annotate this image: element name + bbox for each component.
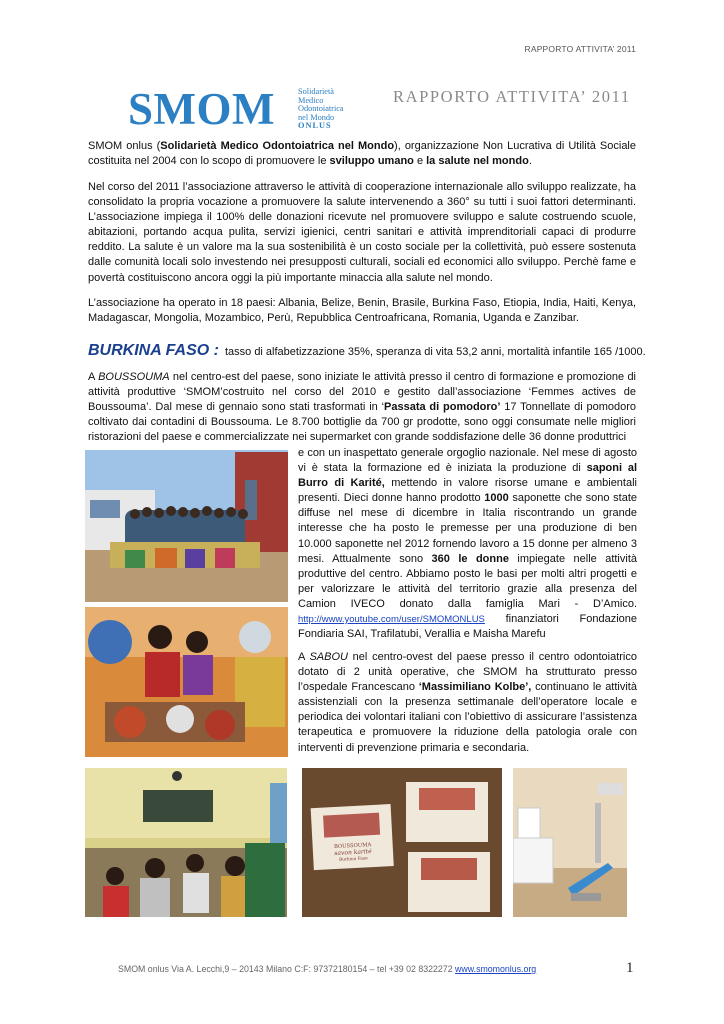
soap-sub-label: Burkina Faso [338, 856, 368, 863]
logo-line: ONLUS [298, 121, 332, 131]
soap-boxes-photo [302, 768, 502, 917]
classroom-photo [85, 768, 287, 917]
logo-subtitle [298, 88, 344, 131]
footer [118, 964, 536, 974]
boussouma-paragraph: A BOUSSOUMA nel centro-est del paese, sono iniziate le attività presso il centro di formazione e promozione di attività produttive ‘SMOM’costruito nel corso del 2010 e gestito dall’associazione ‘Femmes actives de Boussouma’. Dal mese di gennaio sono stati trasformati in ‘Passata di pomodoro’ 17 Tonnellate di pomodoro coltivato dai contadini di Boussouma. Le 8.700 bottiglie da 700 gr prodotte, sono oggi consumate nelle migliori ristorazioni del paese e commercializzate nei supermarket con grande soddisfazione delle 36 donne produttrici [88, 371, 637, 444]
running-header: RAPPORTO ATTIVITA’ 2011 [524, 44, 636, 54]
page-number: 1 [626, 960, 634, 976]
footer-address: SMOM onlus Via A. Lecchi,9 – 20143 Milano C:F: 97372180154 – tel +39 02 8322272 [118, 964, 456, 974]
dental-room-photo [513, 768, 627, 917]
section-title: BURKINA FASO [88, 342, 210, 359]
youtube-link[interactable]: http://www.youtube.com/user/SMOMONLUS [298, 614, 485, 626]
logo-line: nel Mondo [298, 112, 335, 122]
logo-line: Medico [298, 95, 324, 105]
group-photo [85, 450, 288, 602]
burkina-heading [88, 342, 648, 360]
intro-paragraph: SMOM onlus (Solidarietà Medico Odontoiatrica nel Mondo), organizzazione Non Lucrativa di Utilità Sociale costituita nel 2004 con lo scopo di promuovere le sviluppo umano e la salute nel mondo. [88, 140, 636, 168]
section-colon: : [209, 342, 219, 359]
logo-line: Solidarietà [298, 87, 334, 96]
countries-paragraph: L’associazione ha operato in 18 paesi: Albania, Belize, Benin, Brasile, Burkina Faso, Etiopia, India, Haiti, Kenya, Madagascar, Mongolia, Mozambico, Perù, Repubblica Centroafricana, Romania, Uganda e Zanzibar. [88, 297, 636, 325]
soap-paragraph: e con un inaspettato generale orgoglio nazionale. Nel mese di agosto vi è stata la formazione ed è iniziata la produzione di saponi al Burro di Karité, mettendo in valore risorse umane e ambientali presenti. Dieci donne hanno prodotto 1000 saponette che sono state diffuse nel mese di dicembre in Italia riscontrando un grande interesse che ha posto le premesse per una produzione di ben 10.000 saponette nel 2012 fornendo lavoro a 15 donne per almeno 3 mesi. Attualmente sono 360 le donne impiegate nelle attività produttive del centro. Abbiamo posto le basi per molti altri progetti e per valorizzare le attività del territorio grazie alla presenza del Camion IVECO donato dalla famiglia Mari - D’Amico. http://www.youtube.com/user/SMOMONLUS finanziatori Fondazione Fondiaria SAI, Trafilatubi, Verallia e Maisha Marefu [298, 447, 637, 641]
cooking-photo [85, 607, 288, 757]
logo-wordmark: SMOM [128, 84, 275, 134]
soap-name-label: savon karité [334, 848, 372, 858]
logo-line: Odontoiatrica [298, 104, 344, 114]
soap-brand-label: BOUSSOUMA [333, 842, 372, 851]
website-link[interactable]: www.smomonlus.org [455, 964, 537, 974]
document-title: RAPPORTO ATTIVITA’ 2011 [393, 87, 631, 106]
section-stats: tasso di alfabetizzazione 35%, speranza di vita 53,2 anni, mortalità infantile 165 /1000. [224, 346, 646, 358]
smom-logo [128, 84, 350, 134]
sabou-paragraph: A SABOU nel centro-ovest del paese presso il centro odontoiatrico dotato di 2 unità operative, che SMOM ha strutturato presso l’ospedale Francescano ‘Massimiliano Kolbe’, continuano le attività assistenziali con la presenza settimanale dell’operatore locale e periodica dei volontari italiani con l’obiettivo di assicurare l’assistenza terapeutica e promuovere la riduzione della patologia orale con interventi di prevenzione primaria e secondaria. [298, 651, 637, 754]
mission-paragraph: Nel corso del 2011 l’associazione attraverso le attività di cooperazione internazionale allo sviluppo realizzate, ha consolidato la propria vocazione a promuovere la salute intervenendo a 360° su tutti i suoi fattori determinanti. L’associazione impiega il 100% delle donazioni ricevute nel promuovere sviluppo e salute costruendo scuole, abitazioni, portando acqua pulita, servizi igienici, centri sanitari e attività imprenditoriali capaci di produrre reddito. La salute è un valore ma la sua sostenibilità è un costo sociale per la collettività, può essere sostenuta dalle comunità locali solo investendo nei presupposti culturali, sociali ed economici allo sviluppo. Perchè fame e povertà costituiscono ancora oggi la più importante minaccia alla salute nel mondo. [88, 181, 636, 284]
